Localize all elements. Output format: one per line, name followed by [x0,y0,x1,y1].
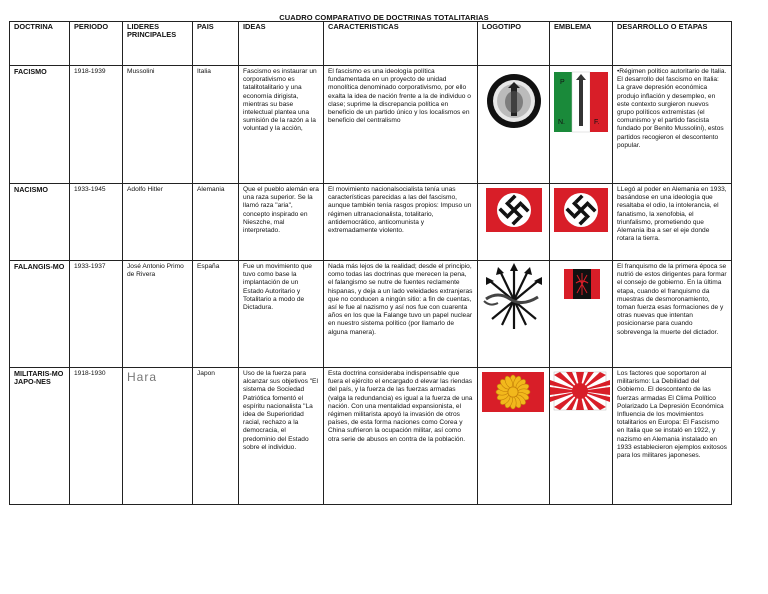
svg-text:N.: N. [558,119,565,126]
bandera-sol-naciente-icon [550,368,613,418]
pais-cell: España [193,261,239,368]
logotipo-cell [478,184,550,261]
ideas-cell: Que el pueblo alemán era una raza superior. Se la llamó raza "aria", concepto inspirado en Nieszche, mal interpretado. [239,184,324,261]
table-row [10,368,732,505]
ideas-cell: Fue un movimiento que tuvo como base la implantación de un Estado Autoritario y Totalitario a modo de Dictadura. [239,261,324,368]
header-lideres: LIDERES PRINCIPALES [123,22,193,66]
document-title: CUADRO COMPARATIVO DE DOCTRINAS TOTALITARIAS [279,13,489,22]
doctrina-cell: FACISMO [10,66,70,184]
svg-text:F.: F. [594,119,600,126]
periodo-cell: 1918-1930 [70,368,123,505]
pais-cell: Japon [193,368,239,505]
header-row [10,22,732,66]
comparison-table [9,21,732,505]
periodo-cell: 1918-1939 [70,66,123,184]
header-emblema: EMBLEMA [550,22,613,66]
ideas-cell: Uso de la fuerza para alcanzar sus objetivos "El sistema de Sociedad Patriótica fomentó el espíritu nacionalista "La idea de Superioridad racial, rechazo a la democracia, el predominio del Estado sobre el individuo. [239,368,324,505]
table-row [10,184,732,261]
desarrollo-cell: El franquismo de la primera época se nutrió de estos dirigentes para formar el consejo de gobierno. En la última etapa, cuando el franquismo da muestras de desmoronamiento, toman fuerza esas formaciones de y otras nuevas que intentan posicionarse para cuando sobrevenga la muerte del dictador. [613,261,732,368]
bandera-falange-icon [550,261,613,311]
header-doctrina: DOCTRINA [10,22,70,66]
doctrina-cell: NACISMO [10,184,70,261]
ideas-cell: Fascismo es instaurar un corporativismo es tatalitotalitario y una economía dirigista, mientras su base intelectual plantea una sumisión de la razón a la voluntad y la acción, [239,66,324,184]
svg-text:P: P [560,79,565,86]
periodo-cell: 1933-1937 [70,261,123,368]
caracteristicas-cell: El movimiento nacionalsocialista tenía unas características parecidas a las del fascismo, aunque también tenía rasgos propios: Impuso un régimen ultranacionalista, totalitario, antidemocrático, anticomunista y extremadamente violento. [324,184,478,261]
caracteristicas-cell: El fascismo es una ideología política fundamentada en un proyecto de unidad monolítica denominado corporativismo, por ello exalta la idea de nación frente a la de individuo o clase; suprime la discrepancia política en beneficio de un partido único y los localismos en beneficio del centralismo [324,66,478,184]
header-desarrollo: DESARROLLO O ETAPAS [613,22,732,66]
header-pais: PAIS [193,22,239,66]
emblema-cell [550,261,613,368]
caracteristicas-cell: Nada más lejos de la realidad; desde el principio, como todas las doctrinas que merecen la pena, el falangismo se nutre de fuentes reclamente hispanas, y deja a un lado veleidades extranjeras que no conducen a ningún sitio: a fin de cuentas, así le fue al nazismo y así nos fue con cuarenta años en los que la Falange tuvo un papel nuclear en nuestro sistema político (por llamarlo de alguna manera). [324,261,478,368]
table-row [10,261,732,368]
crisantemo-imperial-icon [478,368,550,418]
header-periodo: PERIODO [70,22,123,66]
logotipo-cell [478,66,550,184]
pais-cell: Italia [193,66,239,184]
periodo-cell: 1933-1945 [70,184,123,261]
emblema-cell [550,184,613,261]
emblema-cell [550,368,613,505]
pais-cell: Alemania [193,184,239,261]
bandera-fascio-pnf-icon [550,66,613,138]
emblema-partido-fascista-icon [478,66,550,136]
caracteristicas-cell: Esta doctrina consideraba indispensable que fuera el ejército el encargado d elevar las riendas del país, y la fuerza de las fuerzas armadas (valga la redundancia) es igual a la fuerza de una nación. Con una mentalidad expansionista, el régimen militarista apoyó la invasión de otros países, de esta forma naciones como Corea y China sufrieron la ocupación militar, así como otra serie de abusos en contra de la población. [324,368,478,505]
header-caracteristicas: CARACTERISTICAS [324,22,478,66]
header-logotipo: LOGOTIPO [478,22,550,66]
desarrollo-cell: LLegó al poder en Alemania en 1933, basándose en una ideología que resaltaba el odio, la intolerancia, el fanatismo, la xenofobia, el triunfalismo, prometiendo que Alemania iba a ser el eje donde rotara la tierra. [613,184,732,261]
lideres-cell: Mussolini [123,66,193,184]
header-ideas: IDEAS [239,22,324,66]
logotipo-cell [478,368,550,505]
esvastica-icon [550,184,613,240]
lider-nombre: Hara [127,370,158,384]
lideres-cell: Adolfo Hitler [123,184,193,261]
yugo-y-flechas-icon [478,261,550,337]
esvastica-icon [478,184,550,240]
emblema-cell [550,66,613,184]
desarrollo-cell: •Régimen político autoritario de Italia. El desarrollo del fascismo en Italia: La grave depresión económica produjo inflación y desempleo, en este contexto surgieron nuevos grupo políticos extremistas (el comunismo y el partido fascista fundado por Benito Mussolini), estos partidos recogieron el descontento popular. [613,66,732,184]
desarrollo-cell: Los factores que soportaron al militarismo: La Debilidad del Gobierno. El descontento de las fuerzas armadas El Clima Político Polarizado La Depresión Económica Influencia de los movimientos totalitarios en Europa: El Fascismo en Italia que se instaló en 1922, y nazismo en Alemania instalado en 1933 establecieron ejemplos exitosos para los militares japoneses. [613,368,732,505]
doctrina-cell: MILITARIS-MO JAPO-NES [10,368,70,505]
doctrina-cell: FALANGIS-MO [10,261,70,368]
lideres-cell [123,368,193,505]
logotipo-cell [478,261,550,368]
lideres-cell: José Antonio Primo de Rivera [123,261,193,368]
table-row [10,66,732,184]
